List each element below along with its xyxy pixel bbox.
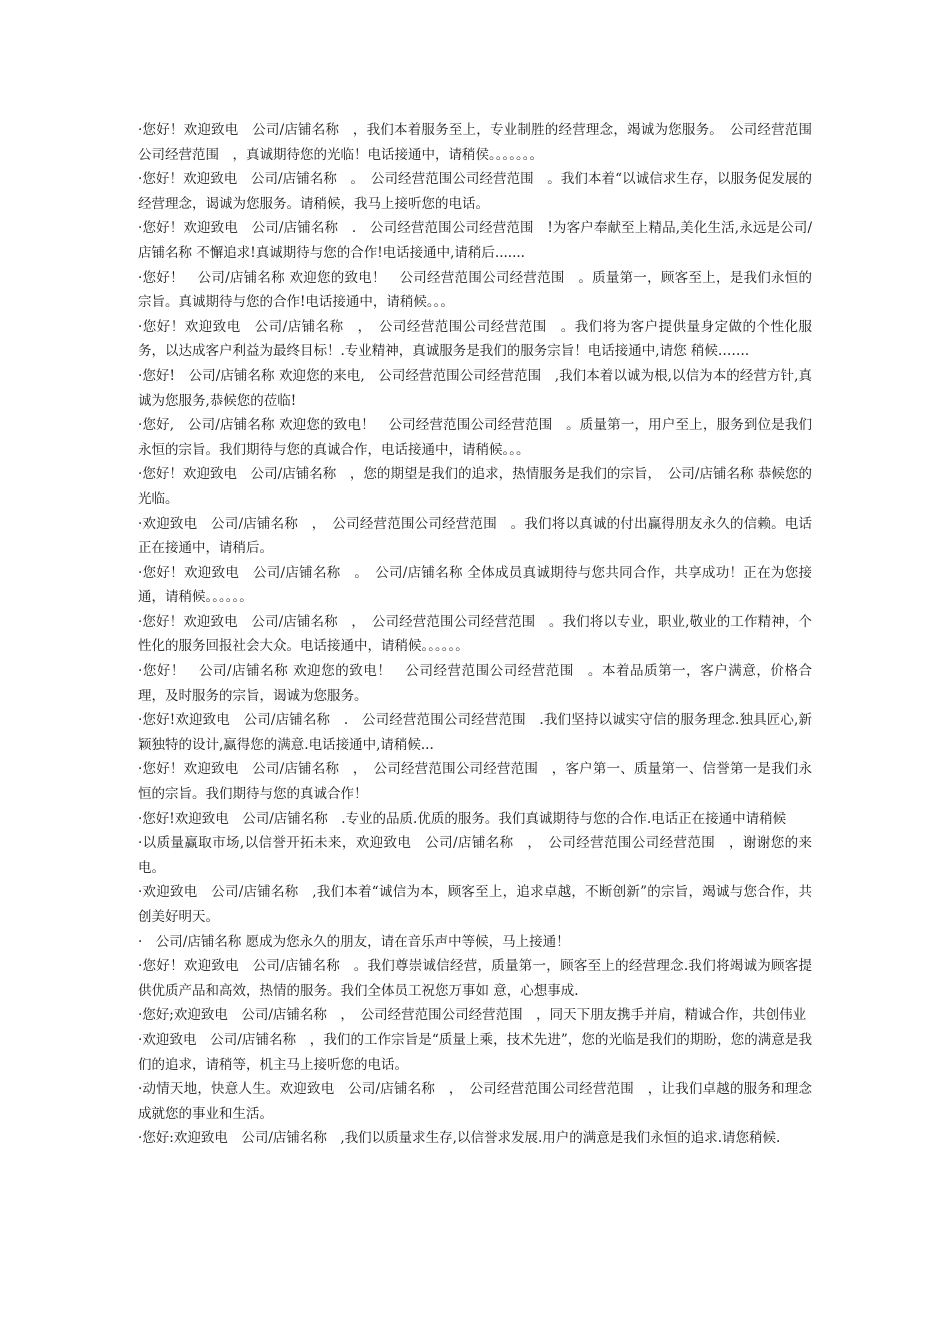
document-body bbox=[138, 118, 812, 1151]
greeting-entry-21: ·欢迎致电 公司/店铺名称 ，我们的工作宗旨是“质量上乘，技术先进”，您的光临是我们的期盼，您的满意是我们的追求，请稍等，机主马上接听您的电话。 bbox=[138, 1031, 812, 1073]
greeting-entry-1: ·您好！欢迎致电 公司/店铺名称 ，我们本着服务至上，专业制胜的经营理念，竭诚为您服务。 公司经营范围公司经营范围 ，真诚期待您的光临！电话接通中，请稍侯。。。。。。。 bbox=[138, 122, 812, 163]
greeting-entry-23: ·您好:欢迎致电 公司/店铺名称 ,我们以质量求生存,以信誉求发展.用户的满意是我们永恒的追求.请您稍候. bbox=[138, 1130, 781, 1147]
greeting-entry-8: ·您好！欢迎致电 公司/店铺名称 ，您的期望是我们的追求，热情服务是我们的宗旨， 公司/店铺名称 恭候您的光临。 bbox=[138, 466, 812, 507]
greeting-entry-14: ·您好！欢迎致电 公司/店铺名称 ， 公司经营范围公司经营范围 ，客户第一、质量第一、信誉第一是我们永恒的宗旨。我们期待与您的真诚合作！ bbox=[138, 761, 812, 803]
greeting-entry-11: ·您好！欢迎致电 公司/店铺名称 ， 公司经营范围公司经营范围 。我们将以专业，职业,敬业的工作精神，个性化的服务回报社会大众。电话接通中，请稍候。。。。。。 bbox=[138, 613, 812, 655]
greeting-entry-4: ·您好！ 公司/店铺名称 欢迎您的致电！ 公司经营范围公司经营范围 。质量第一，顾客至上，是我们永恒的宗旨。真诚期待与您的合作!电话接通中，请稍候。。。 bbox=[138, 269, 812, 311]
greeting-entry-2: ·您好！欢迎致电 公司/店铺名称 。 公司经营范围公司经营范围 。我们本着“以诚信求生存，以服务促发展的经营理念，谒诚为您服务。请稍候，我马上接听您的电话。 bbox=[138, 171, 812, 212]
greeting-entry-17: ·欢迎致电 公司/店铺名称 ,我们本着“诚信为本，顾客至上，追求卓越，不断创新”的宗旨，竭诚与您合作，共创美好明天。 bbox=[138, 884, 812, 925]
greeting-entry-5: ·您好！欢迎致电 公司/店铺名称 ， 公司经营范围公司经营范围 。我们将为客户提供量身定做的个性化服务，以达成客户利益为最终目标！.专业精神，真诚服务是我们的服务宗旨！电话接通中,请您 稍候……. bbox=[138, 318, 812, 360]
greeting-entry-20: ·您好;欢迎致电 公司/店铺名称 ， 公司经营范围公司经营范围 ，同天下朋友携手并肩，精诚合作，共创伟业 bbox=[138, 1007, 807, 1024]
greeting-entry-19: ·您好！欢迎致电 公司/店铺名称 。我们尊崇诚信经营，质量第一，顾客至上的经营理念.我们将竭诚为顾客提供优质产品和高效，热情的服务。我们全体员工祝您万事如 意，心想事成. bbox=[138, 958, 812, 999]
greeting-entry-9: ·欢迎致电 公司/店铺名称 ， 公司经营范围公司经营范围 。我们将以真诚的付出赢得朋友永久的信赖。电话正在接通中，请稍后。 bbox=[138, 515, 812, 557]
greeting-entry-12: ·您好！ 公司/店铺名称 欢迎您的致电！ 公司经营范围公司经营范围 。本着品质第一，客户满意，价格合理，及时服务的宗旨，谒诚为您服务。 bbox=[138, 663, 812, 704]
greeting-entry-10: ·您好！欢迎致电 公司/店铺名称 。 公司/店铺名称 全体成员真诚期待与您共同合作，共享成功！正在为您接通，请稍候。。。。。。 bbox=[138, 564, 812, 606]
greeting-entry-6: ·您好! 公司/店铺名称 欢迎您的来电, 公司经营范围公司经营范围 ,我们本着以诚为根,以信为本的经营方针,真诚为您服务,恭候您的莅临! bbox=[138, 367, 812, 409]
greeting-entry-22: ·动情天地，快意人生。欢迎致电 公司/店铺名称 ， 公司经营范围公司经营范围 ，让我们卓越的服务和理念成就您的事业和生活。 bbox=[138, 1081, 812, 1122]
greeting-entry-16: ·以质量赢取市场,以信誉开拓未来，欢迎致电 公司/店铺名称 ， 公司经营范围公司经营范围 ，谢谢您的来电。 bbox=[138, 835, 812, 876]
greeting-entry-15: ·您好!欢迎致电 公司/店铺名称 .专业的品质.优质的服务。我们真诚期待与您的合作.电话正在接通中请稍候 bbox=[138, 810, 787, 827]
greeting-entry-7: ·您好, 公司/店铺名称 欢迎您的致电！ 公司经营范围公司经营范围 。质量第一，用户至上，服务到位是我们永恒的宗旨。我们期待与您的真诚合作，电话接通中，请稍候。。。 bbox=[138, 417, 812, 458]
greeting-entry-13: ·您好!欢迎致电 公司/店铺名称 . 公司经营范围公司经营范围 .我们坚持以诚实守信的服务理念.独具匠心,新颖独特的设计,赢得您的满意.电话接通中,请稍候... bbox=[138, 712, 812, 753]
greeting-entry-18: · 公司/店铺名称 愿成为您永久的朋友，请在音乐声中等候，马上接通！ bbox=[138, 933, 570, 950]
greeting-entry-3: ·您好！欢迎致电 公司/店铺名称 . 公司经营范围公司经营范围 !为客户奉献至上精品,美化生活,永远是公司/店铺名称 不懈追求!真诚期待与您的合作!电话接通中,请稍后....... bbox=[138, 220, 812, 261]
